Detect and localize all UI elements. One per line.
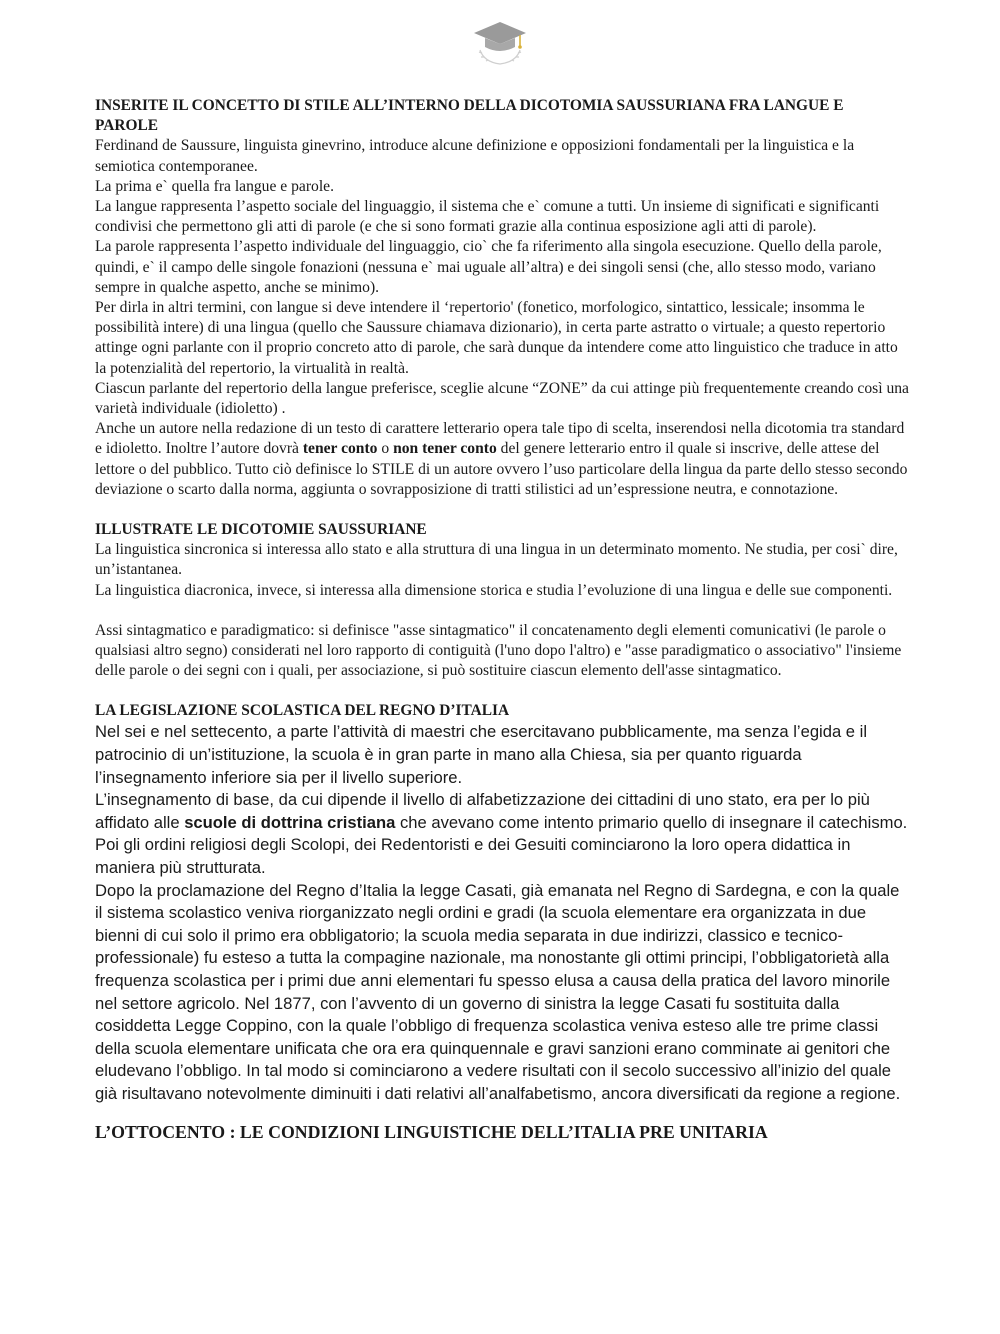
paragraph: Assi sintagmatico e paradigmatico: si definisce "asse sintagmatico" il concatenamento degli elementi comunicativi (le parole o qualsiasi altro segno) considerati nel loro rapporto di contiguità (l'uno dopo l'altro) e "asse paradigmatico o associativo" l'insieme delle parole o dei segni con i quali, per associazione, si può sostituire ciascun elemento dell'asse sintagmatico. [95, 621, 902, 680]
paragraph: La linguistica diacronica, invece, si interessa alla dimensione storica e studia l’evoluzione di una lingua e delle sue componenti. [95, 581, 893, 599]
text-run: L’insegnamento di base, da cui dipende il livello di alfabetizzazione dei cittadini di uno stato, era per lo più affidato alle [95, 790, 870, 832]
paragraph: La linguistica sincronica si interessa allo stato e alla struttura di una lingua in un determinato momento. Ne studia, per cosi` dire, un’istantanea. [95, 541, 898, 579]
bold-text: non tener conto [393, 440, 497, 458]
document-content [95, 96, 910, 1144]
paragraph: Dopo la proclamazione del Regno d’Italia la legge Casati, già emanata nel Regno di Sardegna, e con la quale il sistema scolastico veniva riorganizzato negli ordini e gradi (la scuola elementare era organizzata in due bienni di cui solo il primo era obbligatorio; la scuola media separata in due indirizzi, classico e tecnico-professionale) fu esteso a tutta la compagine nazionale, ma nonostante gli ottimi principi, l’obbligatorietà alla frequenza scolastica per i primi due anni elementari fu spesso elusa a causa della pratica del lavoro minorile nel settore agricolo. Nel 1877, con l’avvento di un governo di sinistra la legge Casati fu sostituita dalla cosiddetta Legge Coppino, con la quale l’obbligo di frequenza scolastica veniva esteso alle tre prime classi della scuola elementare unificata che ora era quinquennale e gravi sanzioni erano comminate ai genitori che eludevano l’obbligo. In tal modo si cominciarono a vedere risultati con il secolo successivo all’inizio del quale già risultavano notevolmente diminuiti i dati relativi all’analfabetismo, ancora diversificati da regione a regione. [95, 880, 901, 1103]
section-heading: L’OTTOCENTO : LE CONDIZIONI LINGUISTICHE DELL’ITALIA PRE UNITARIA [95, 1121, 768, 1142]
section-heading: ILLUSTRATE LE DICOTOMIE SAUSSURIANE [95, 521, 427, 539]
paragraph: La prima e` quella fra langue e parole. [95, 177, 334, 195]
paragraph: Ferdinand de Saussure, linguista ginevrino, introduce alcune definizione e opposizioni fondamentali per la linguistica e la semiotica contemporanee. [95, 137, 855, 175]
text-run: del genere letterario entro il quale si inscrive, delle attese del lettore o del pubblico. Tutto ciò definisce lo STILE di un autore ovvero l’uso particolare della lingua da parte dello stesso secondo deviazione o scarto dalla norma, aggiunta o sovrapposizione di tratti stilistici ad un’espressione neutra, e connotazione. [95, 440, 908, 498]
bold-text: tener conto [302, 440, 378, 458]
paragraph [95, 419, 910, 500]
bold-text: scuole di dottrina cristiana [184, 812, 396, 832]
paragraph: La langue rappresenta l’aspetto sociale del linguaggio, il sistema che e` comune a tutti. Un insieme di significati e significanti condivisi che permettono gli atti di parole (e che si sono formati grazie alla continua esposizione agli atti di parole). [95, 198, 880, 236]
paragraph: Per dirla in altri termini, con langue si deve intendere il ‘repertorio' (fonetico, morfologico, sintattico, lessicale; insomma le possibilità intere) di una lingua (quello che Saussure chiamava dizionario), in certa parte astratto o virtuale; a questo repertorio attinge ogni parlante con il proprio concreto atto di parole, che sarà dunque da intendere come atto linguistico che traduce in atto la potenzialità del repertorio, la virtualità in realtà. [95, 299, 898, 377]
section-dicotomie [95, 520, 910, 681]
paragraph: Ciascun parlante del repertorio della langue preferisce, sceglie alcune “ZONE” da cui attinge più frequentemente creando così una varietà individuale (idioletto) . [95, 379, 909, 418]
paragraph [95, 789, 910, 879]
paragraph: Nel sei e nel settecento, a parte l’attività di maestri che esercitavano pubblicamente, ma senza l’egida e il patrocinio di un’istituzione, la scuola è in gran parte in mano alla Chiesa, sia per quanto riguarda l’insegnamento inferiore sia per il livello superiore. [95, 722, 868, 787]
graduation-cap-icon [470, 16, 530, 68]
text-run: o [377, 440, 394, 458]
text-run: Anche un autore nella redazione di un testo di carattere letterario opera tale tipo di scelta, inserendosi nella dicotomia tra standard e idioletto. Inoltre l’autore dovrà [95, 420, 905, 458]
text-run: che avevano come intento primario quello di insegnare il catechismo. Poi gli ordini religiosi degli Scolopi, dei Redentoristi e dei Gesuiti cominciarono la loro opera didattica in maniera più strutturata. [95, 812, 908, 878]
section-heading: INSERITE IL CONCETTO DI STILE ALL’INTERNO DELLA DICOTOMIA SAUSSURIANA FRA LANGUE E PAROLE [95, 97, 844, 135]
section-heading: LA LEGISLAZIONE SCOLASTICA DEL REGNO D’ITALIA [95, 702, 510, 720]
paragraph: La parole rappresenta l’aspetto individuale del linguaggio, cio` che fa riferimento alla singola esecuzione. Quello della parole, quindi, e` il campo delle singole fonazioni (nessuna e` mai uguale all’altra) e dei singoli sensi (che, allo stesso modo, variano sempre in qualche aspetto, anche se minimo). [95, 238, 882, 296]
section-legislazione [95, 701, 910, 1105]
section-stile [95, 96, 910, 500]
